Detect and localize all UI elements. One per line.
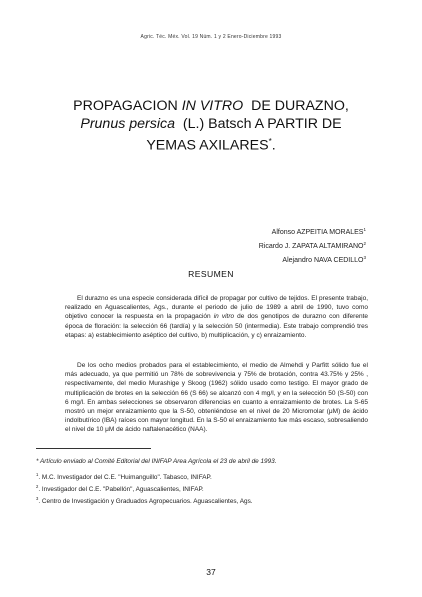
- title-line-1: PROPAGACION IN VITRO DE DURAZNO,: [73, 98, 349, 114]
- journal-citation-header: Agric. Téc. Méx. Vol. 19 Núm. 1 y 2 Enero-Diciembre 1993: [140, 34, 282, 40]
- page-number: 37: [206, 567, 216, 577]
- title-line-2: Prunus persica (L.) Batsch A PARTIR DE: [80, 116, 342, 132]
- footnote-submission: * Artículo enviado al Comité Editorial del INIFAP Area Agrícola el 23 de abril de 1993.: [36, 458, 277, 465]
- abstract-paragraph-1: El durazno es una especie considerada difícil de propagar por cultivo de tejidos. El presente trabajo, realizado en Aguascalientes, Ags., durante el periodo de julio de 1989 a abril de 1990, tuvo como objetivo conocer la respuesta en la propagación in vitro de dos genotipos de durazno con diferente época de floración: la selección 66 (tardía) y la selección 50 (intermedia). Este trabajo comprendió tres etapas: a) establecimiento aséptico del cultivo, b) multiplicación, y c) enraizamiento.: [65, 295, 368, 339]
- footnote-3: $^3$. Centro de Investigación y Graduados Agropecuarios. Aguascalientes, Ags.: [36, 496, 253, 505]
- author-1: Alfonso AZPEITIA MORALES$^1$: [271, 227, 366, 236]
- title-footnote-mark: *: [268, 137, 272, 146]
- title-species-name: Prunus persica: [80, 116, 175, 132]
- author-list: [146, 224, 366, 266]
- author-3: Alejandro NAVA CEDILLO$^3$: [282, 255, 366, 264]
- footnote-divider: [36, 448, 151, 449]
- author-2: Ricardo J. ZAPATA ALTAMIRANO$^2$: [258, 241, 366, 250]
- footnote-2: $^2$. Investigador del C.E. "Pabellón", Aguascalientes, INIFAP.: [36, 484, 204, 493]
- article-title: [40, 97, 382, 155]
- title-line-3: YEMAS AXILARES*.: [146, 137, 276, 154]
- footnote-1: $^1$. M.C. Investigador del C.E. "Huimanguillo". Tabasco, INIFAP.: [36, 472, 212, 481]
- footnotes: [36, 457, 376, 506]
- abstract-paragraph-2: De los ocho medios probados para el establecimiento, el medio de Almehdi y Parfitt sólido fue el más adecuado, ya que permitió un 78% de sobrevivencia y 75% de brotación, contra 43.75% y 25% , respectivamente, del medio Murashige y Skoog (1962) sólido usado como testigo. El mayor grado de multiplicación de brotes en la selección 66 (S 66) se alcanzó con 4 mg/l, y en la selección 50 (S-50) con 6 mg/l. En ambas selecciones se observaron diferencias en cuanto a enraizamiento de brotes. La S-65 mostró un mejor enraizamiento que la S-50, obteniéndose en el nivel de 20 Micromolar (μM) de ácido indolbutírico (IBA) raíces con mayor longitud. En la S-50 el enraizamiento fue más escaso, sobresaliendo el nivel de 10 μM de ácido naftalenacético (NAA).: [65, 362, 368, 434]
- resumen-heading: RESUMEN: [188, 269, 234, 279]
- title-italic-in-vitro: IN VITRO: [181, 98, 244, 114]
